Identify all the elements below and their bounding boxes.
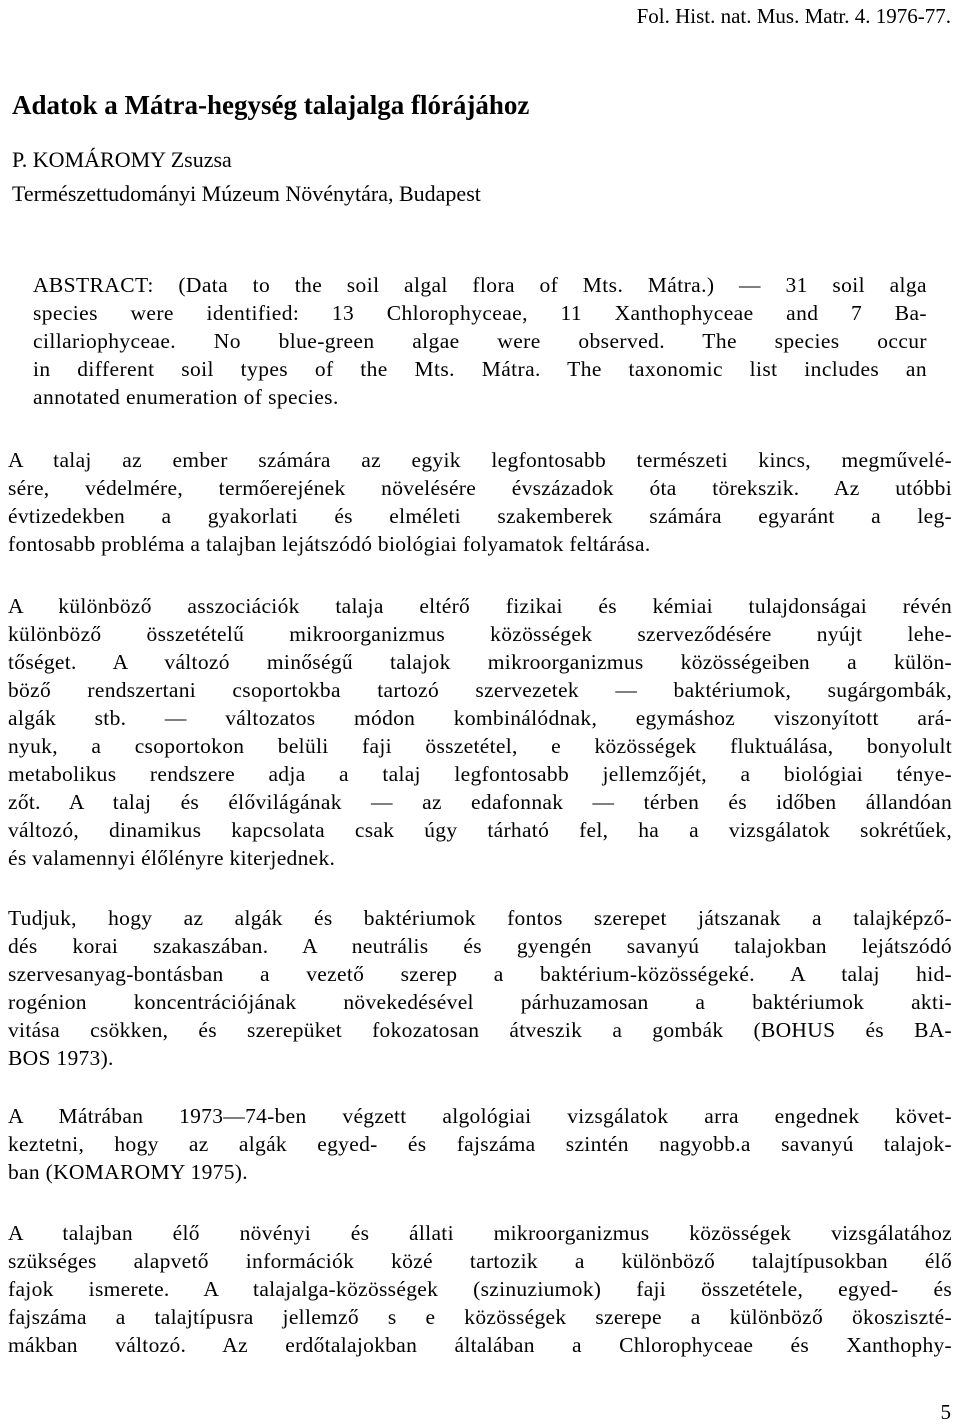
text-line: mákban változó. Az erdőtalajokban általában a Chlorophyceae és Xanthophy- (8, 1333, 952, 1357)
article-title: Adatok a Mátra-hegység talajalga flórájához (12, 90, 530, 120)
text-line: A talajban élő növényi és állati mikroorganizmus közösségek vizsgálatához (8, 1221, 952, 1245)
text-line: szervesanyag-bontásban a vezető szerep a baktérium-közösségeké. A talaj hid- (8, 962, 952, 986)
page-number: 5 (940, 1400, 951, 1424)
abstract-line: cillariophyceae. No blue-green algae were observed. The species occur (33, 329, 927, 353)
text-line: A Mátrában 1973—74-ben végzett algológiai vizsgálatok arra engednek követ- (8, 1104, 952, 1128)
abstract-line: annotated enumeration of species. (33, 385, 339, 409)
abstract (0, 271, 960, 411)
text-line: fontosabb probléma a talajban lejátszódó biológiai folyamatok feltárása. (8, 532, 651, 556)
abstract-line: species were identified: 13 Chlorophyceae, 11 Xanthophyceae and 7 Ba- (33, 301, 927, 325)
text-line: vitása csökken, és szerepüket fokozatosan átveszik a gombák (BOHUS és BA- (8, 1018, 952, 1042)
text-line: rogénion koncentrációjának növekedésével párhuzamosan a baktériumok akti- (8, 990, 952, 1014)
text-line: keztetni, hogy az algák egyed- és fajszáma szintén nagyobb.a savanyú talajok- (8, 1132, 952, 1156)
abstract-line: in different soil types of the Mts. Mátra. The taxonomic list includes an (33, 357, 927, 381)
body-paragraph-1 (0, 446, 960, 558)
text-line: változó, dinamikus kapcsolata csak úgy tárható fel, ha a vizsgálatok sokrétűek, (8, 818, 952, 842)
text-line: metabolikus rendszere adja a talaj legfontosabb jellemzőjét, a biológiai ténye- (8, 762, 952, 786)
journal-reference: Fol. Hist. nat. Mus. Matr. 4. 1976-77. (636, 4, 951, 28)
text-line: böző rendszertani csoportokba tartozó szervezetek — baktériumok, sugárgombák, (8, 678, 952, 702)
text-line: fajszáma a talajtípusra jellemző s e közösségek szerepe a különböző ökosziszté- (8, 1305, 952, 1329)
text-line: A talaj az ember számára az egyik legfontosabb természeti kincs, megművelé- (8, 448, 952, 472)
author-affiliation: Természettudományi Múzeum Növénytára, Budapest (12, 181, 481, 206)
body-paragraph-2 (0, 592, 960, 872)
text-line: zőt. A talaj és élővilágának — az edafonnak — térben és időben állandóan (8, 790, 952, 814)
text-line: nyuk, a csoportokon belüli faji összetétel, e közösségek fluktuálása, bonyolult (8, 734, 952, 758)
text-line: sére, védelmére, termőerejének növelésére évszázadok óta törekszik. Az utóbbi (8, 476, 952, 500)
text-line: A különböző asszociációk talaja eltérő fizikai és kémiai tulajdonságai révén (8, 594, 952, 618)
body-paragraph-3 (0, 904, 960, 1072)
text-line: évtizedekben a gyakorlati és elméleti szakemberek számára egyaránt a leg- (8, 504, 952, 528)
text-line: dés korai szakaszában. A neutrális és gyengén savanyú talajokban lejátszódó (8, 934, 952, 958)
text-line: szükséges alapvető információk közé tartozik a különböző talajtípusokban élő (8, 1249, 952, 1273)
abstract-line: ABSTRACT: (Data to the soil algal flora of Mts. Mátra.) — 31 soil alga (33, 273, 927, 297)
body-paragraph-5 (0, 1219, 960, 1359)
text-line: és valamennyi élőlényre kiterjednek. (8, 846, 336, 870)
body-paragraph-4 (0, 1102, 960, 1186)
text-line: algák stb. — változatos módon kombinálódnak, egymáshoz viszonyított ará- (8, 706, 952, 730)
text-line: tőséget. A változó minőségű talajok mikroorganizmus közösségeiben a külön- (8, 650, 952, 674)
article-author: P. KOMÁROMY Zsuzsa (12, 147, 232, 172)
text-line: BOS 1973). (8, 1046, 114, 1070)
text-line: különböző összetételű mikroorganizmus közösségek szerveződésére nyújt lehe- (8, 622, 952, 646)
text-line: Tudjuk, hogy az algák és baktériumok fontos szerepet játszanak a talajképző- (8, 906, 952, 930)
text-line: fajok ismerete. A talajalga-közösségek (szinuziumok) faji összetétele, egyed- és (8, 1277, 952, 1301)
text-line: ban (KOMAROMY 1975). (8, 1160, 248, 1184)
